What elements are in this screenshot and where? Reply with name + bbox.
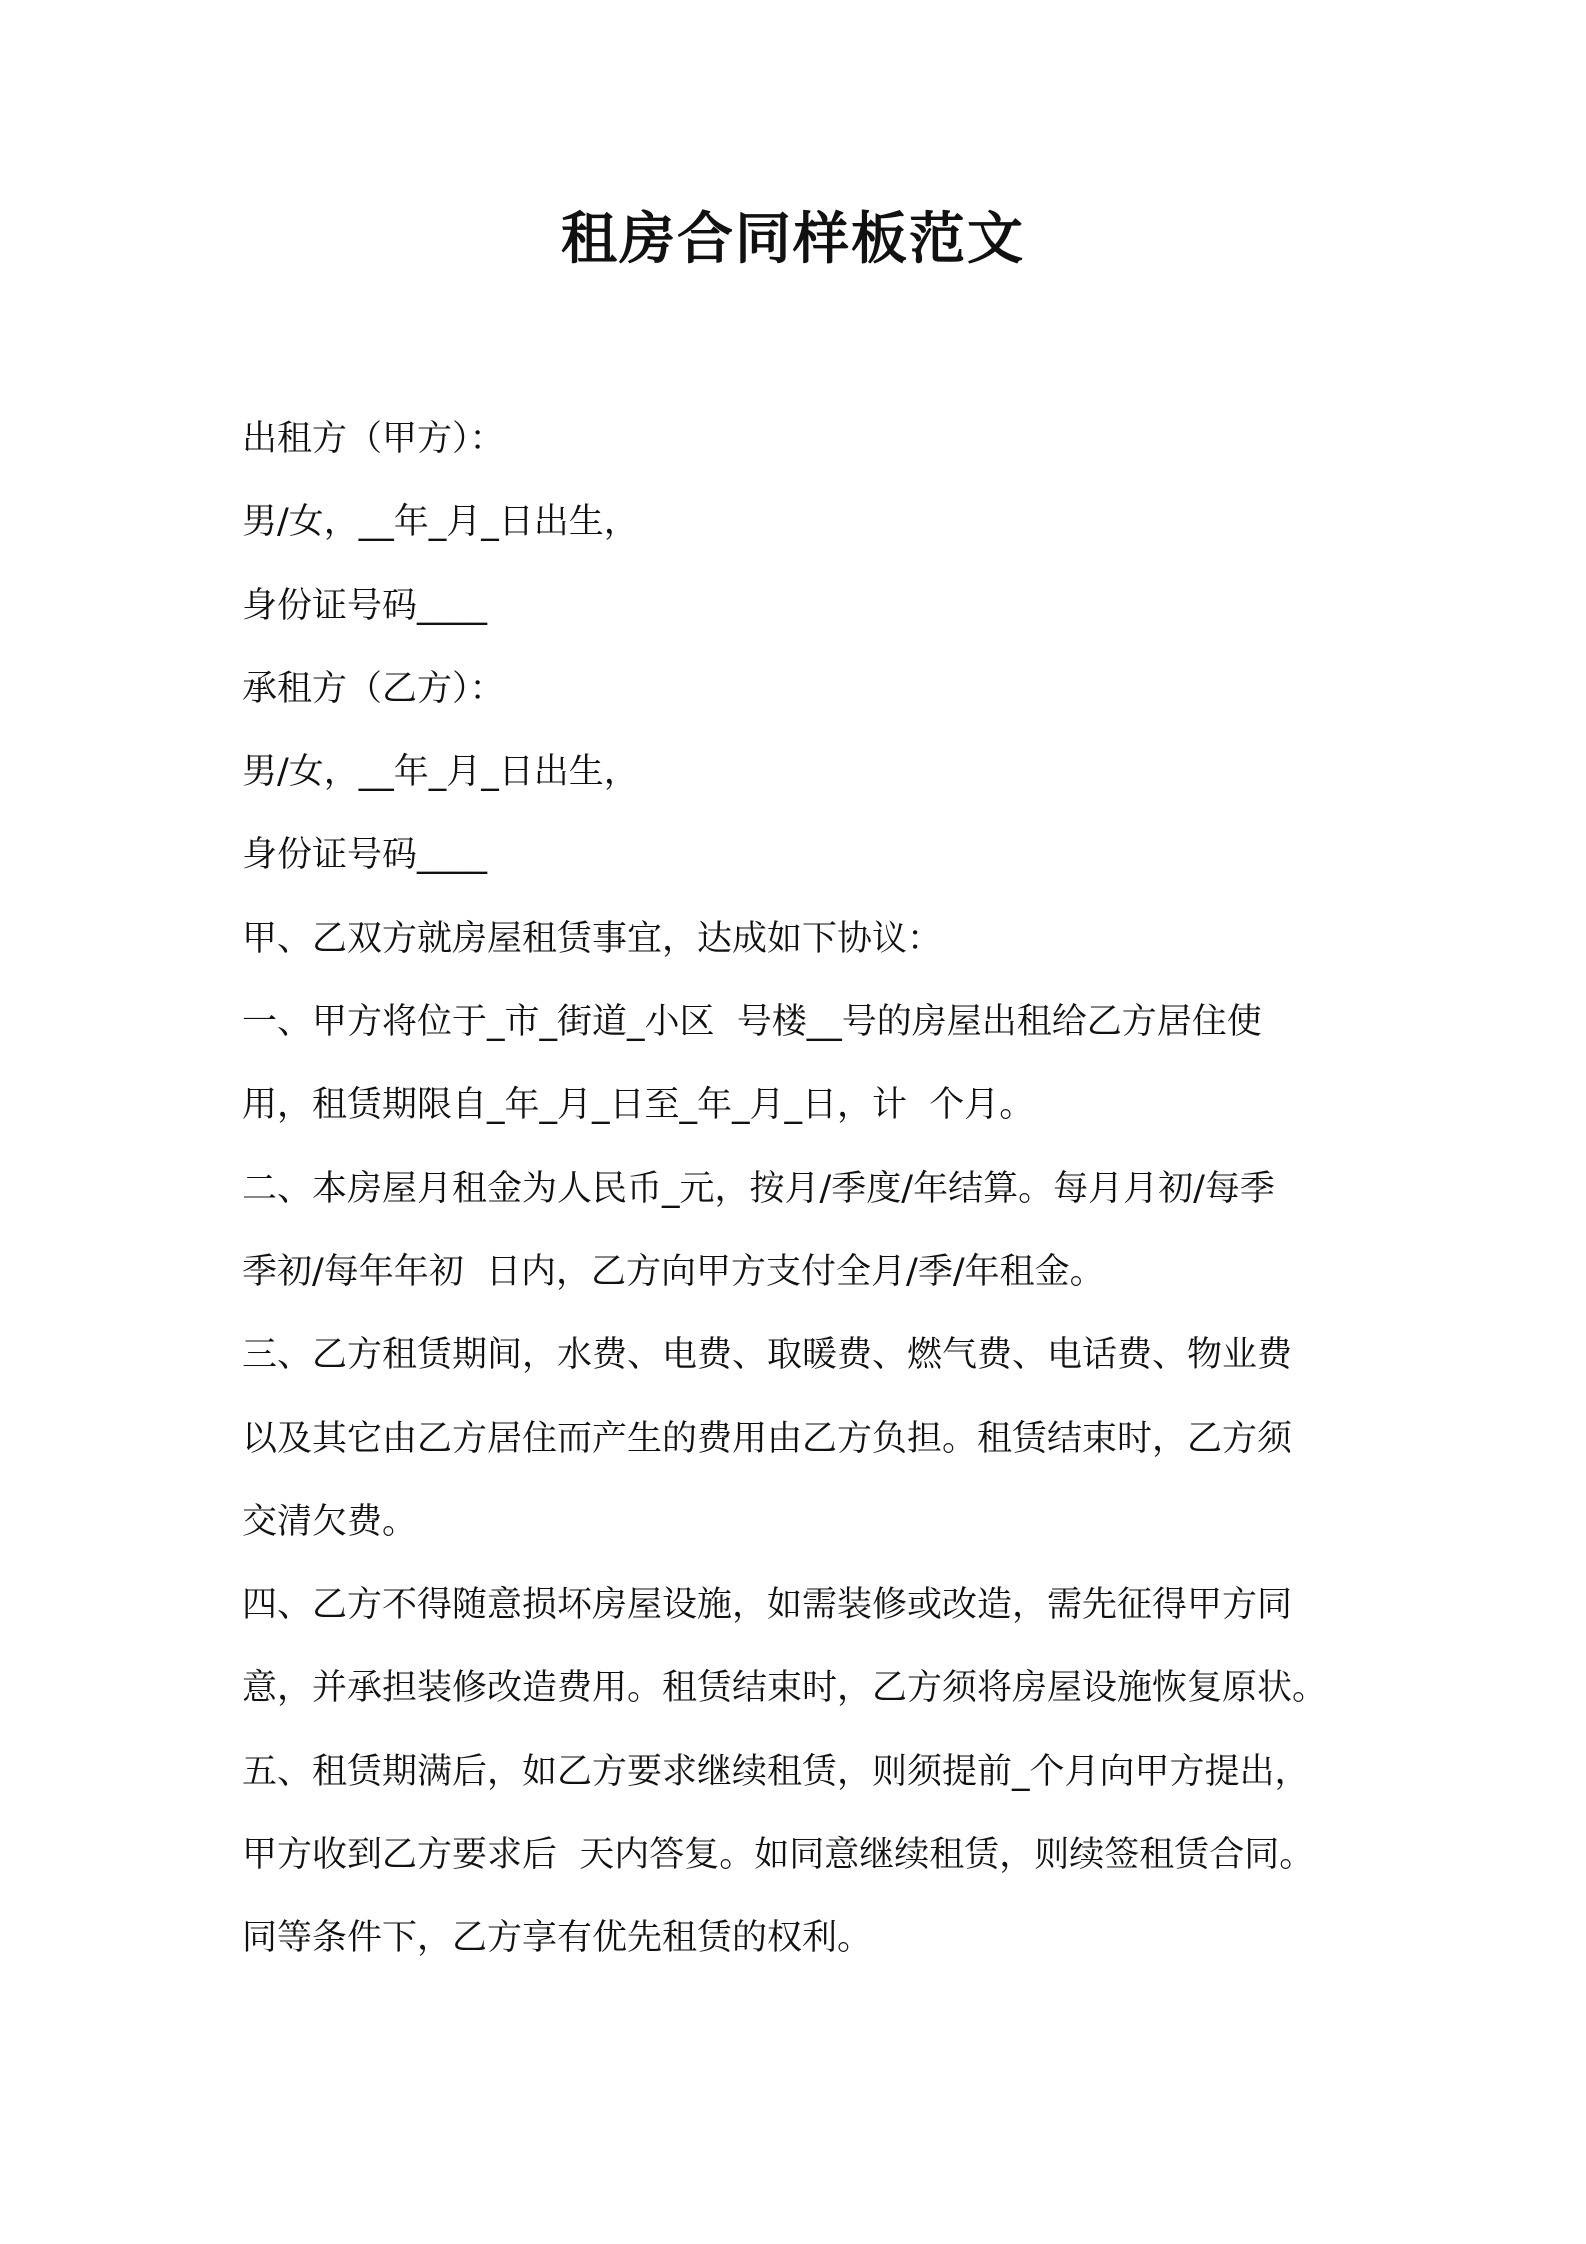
clause-5-line-2: 甲方收到乙方要求后 天内答复。如同意继续租赁，则续签租赁合同。 (242, 1835, 1315, 1876)
clause-3-line-1: 三、乙方租赁期间，水费、电费、取暖费、燃气费、电话费、物业费 (242, 1335, 1293, 1376)
agreement-intro: 甲、乙双方就房屋租赁事宜，达成如下协议： (242, 918, 943, 959)
lessee-heading: 承租方（乙方）： (242, 668, 505, 709)
clause-2-line-1: 二、本房屋月租金为人民币_元，按月/季度/年结算。每月月初/每季 (242, 1168, 1275, 1209)
clause-2-line-2: 季初/每年年初 日内，乙方向甲方支付全月/季/年租金。 (242, 1251, 1105, 1292)
clause-5-line-3: 同等条件下，乙方享有优先租赁的权利。 (242, 1918, 873, 1959)
lessee-birth-line: 男/女，__年_月_日出生， (242, 752, 639, 793)
lessor-id-line: 身份证号码____ (242, 585, 488, 626)
clause-5-line-1: 五、租赁期满后，如乙方要求继续租赁，则须提前_个月向甲方提出， (242, 1751, 1310, 1792)
clause-4-line-1: 四、乙方不得随意损坏房屋设施，如需装修或改造，需先征得甲方同 (242, 1585, 1293, 1626)
clause-4-line-2: 意，并承担装修改造费用。租赁结束时，乙方须将房屋设施恢复原状。 (242, 1668, 1328, 1709)
clause-1-line-2: 用，租赁期限自_年_月_日至_年_月_日，计 个月。 (242, 1085, 1035, 1126)
lessee-id-line: 身份证号码____ (242, 835, 488, 876)
lessor-heading: 出租方（甲方）： (242, 419, 505, 459)
clause-3-line-3: 交清欠费。 (242, 1501, 418, 1542)
contract-body (242, 398, 1362, 1981)
clause-1-line-1: 一、甲方将位于_市_街道_小区 号楼__号的房屋出租给乙方居住使 (242, 1002, 1262, 1043)
clause-3-line-2: 以及其它由乙方居住而产生的费用由乙方负担。租赁结束时，乙方须 (242, 1418, 1293, 1459)
lessor-birth-line: 男/女，__年_月_日出生， (242, 502, 639, 543)
document-title: 租房合同样板范文 (561, 207, 1025, 272)
